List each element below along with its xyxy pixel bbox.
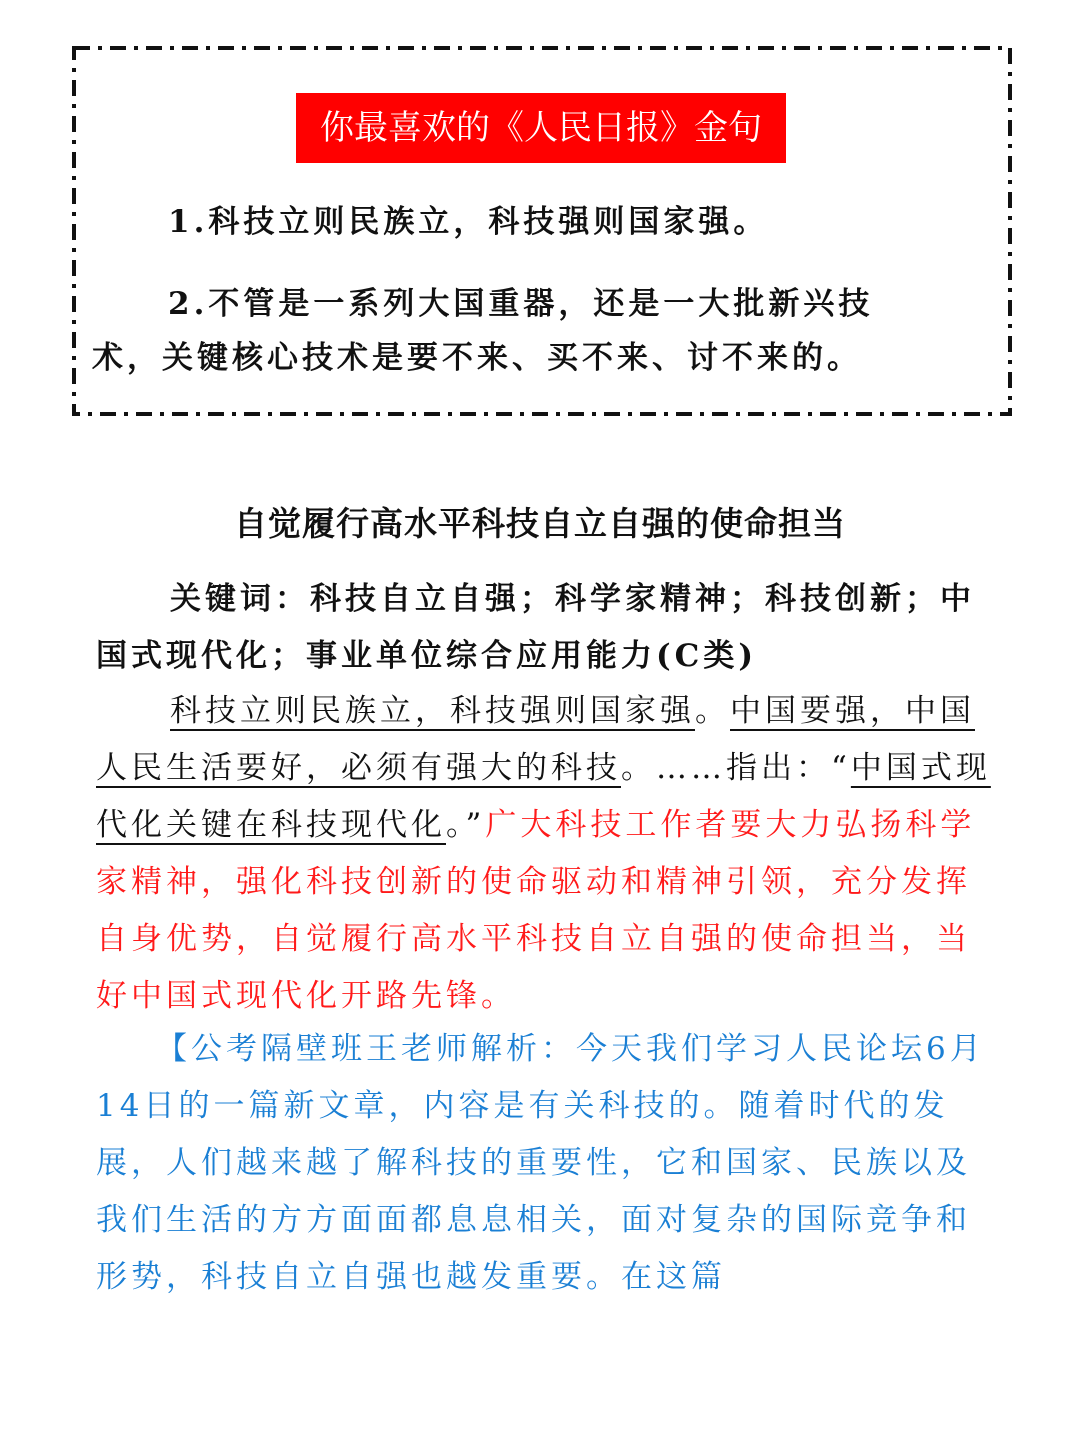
keywords-text: 关键词：科技自立自强；科学家精神；科技创新；中国式现代化；事业单位综合应用能力(C类) (96, 581, 975, 674)
intro-text-2: 。……指出：“ (621, 750, 851, 786)
intro-text-1: 。 (695, 693, 730, 729)
quote-line-2-part-2: 术，关键核心技术是要不来、买不来、讨不来的。 (92, 340, 862, 376)
analysis-text: 【公考隔壁班王老师解析：今天我们学习人民论坛6月14日的一篇新文章，内容是有关科技的。随着时代的发展，人们越来越了解科技的重要性，它和国家、民族以及我们生活的方方面面都息息相关，面对复杂的国际竞争和形势，科技自立自强也越发重要。在这篇 (96, 1031, 985, 1295)
analysis-paragraph (96, 1021, 996, 1306)
underlined-phrase-2: 中国要强，中国人民生活要好，必须有强大的科技 (96, 693, 975, 786)
quote-box (72, 46, 1012, 416)
intro-paragraph (96, 683, 996, 1025)
highlighted-red-text: 广大科技工作者要大力弘扬科学家精神，强化科技创新的使命驱动和精神引领，充分发挥自身优势，自觉履行高水平科技自立自强的使命担当，当好中国式现代化开路先锋。 (96, 807, 976, 1014)
quote-box-title: 你最喜欢的《人民日报》金句 (296, 93, 786, 163)
intro-text-3: 。” (446, 807, 486, 843)
underlined-phrase-3: 中国式现代化关键在科技现代化 (96, 750, 991, 843)
quote-line-1: 1.科技立则民族立，科技强则国家强。 (168, 204, 769, 240)
quote-line-2-part-1: 2.不管是一系列大国重器，还是一大批新兴技 (168, 286, 874, 322)
underlined-phrase-1: 科技立则民族立，科技强则国家强 (170, 693, 695, 729)
keywords-paragraph (96, 571, 996, 685)
article-title: 自觉履行高水平科技自立自强的使命担当 (234, 504, 846, 543)
